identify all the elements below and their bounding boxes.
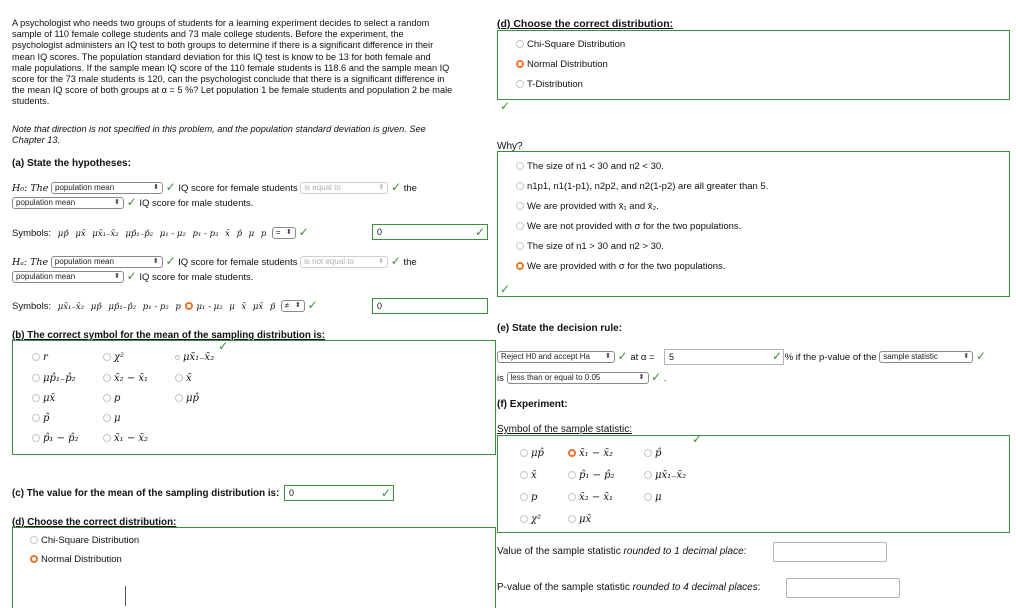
part-b-option[interactable]: χ² (103, 352, 124, 363)
statistic-option[interactable]: μx̄₁₋x̄₂ (644, 470, 686, 481)
symbol-tile[interactable]: μ₁ - μ₂ (159, 229, 186, 239)
part-c-title: (c) The value for the mean of the sampling distribution is: (12, 488, 280, 499)
symbol-tile[interactable]: p (260, 229, 267, 239)
sample-statistic-title: Symbol of the sample statistic: (497, 424, 633, 435)
distribution-option-selected[interactable]: Normal Distribution (30, 554, 122, 565)
ha-value-input[interactable]: 0 (372, 298, 488, 314)
part-b-option[interactable]: μ (103, 413, 121, 424)
ha-parameter-select[interactable]: population mean ⬍ (51, 256, 163, 268)
comparison-select[interactable]: less than or equal to 0.05 ⬍ (507, 372, 649, 384)
part-d-title-left: (d) Choose the correct distribution: (12, 517, 177, 528)
check-icon: ✓ (165, 180, 176, 194)
pvalue-input[interactable] (786, 578, 900, 598)
decision-rule-row-tail (772, 351, 986, 363)
text-cursor (125, 586, 126, 606)
why-option[interactable]: We are not provided with σ for the two populations. (516, 221, 741, 232)
h0-label: H₀: The (12, 183, 49, 194)
alpha-input[interactable]: 5 (664, 349, 784, 365)
symbols-label: Symbols: (12, 301, 52, 312)
symbol-tile[interactable]: μp̂₁₋p̂₂ (108, 302, 137, 312)
ha-row2 (12, 271, 253, 283)
h0-parameter-select[interactable]: population mean ⬍ (51, 182, 163, 194)
at-alpha-label: at α = (630, 352, 655, 363)
distribution-option[interactable]: Chi-Square Distribution (516, 39, 625, 50)
problem-note (12, 124, 496, 146)
pvalue-label: P-value of the sample statistic rounded to 4 decimal places: (497, 582, 761, 593)
why-option[interactable]: The size of n1 < 30 and n2 < 30. (516, 161, 664, 172)
part-b-option[interactable]: p (103, 393, 120, 404)
h0-row2 (12, 197, 253, 209)
symbol-tile[interactable]: μx̄₁₋x̄₂ (92, 229, 119, 239)
problem-line: psychologist administers an IQ test to both groups to determine if there is a significant difference in their (12, 40, 434, 51)
ha-symbols-row (12, 300, 318, 312)
statistic-option[interactable]: p̂ (644, 448, 661, 459)
part-c-input[interactable]: 0 (284, 485, 394, 501)
check-icon: ✓ (475, 225, 486, 239)
decision-rule-row (497, 351, 655, 363)
part-b-option[interactable]: μp̂₁₋p̂₂ (32, 373, 76, 384)
h0-symbols-row (12, 227, 309, 239)
h0-row (12, 182, 417, 194)
h0-text-male: IQ score for male students. (139, 198, 254, 209)
part-e-title: (e) State the decision rule: (497, 323, 623, 334)
decision-select[interactable]: Reject H0 and accept Ha ⬍ (497, 351, 615, 363)
statistic-option[interactable]: μ (644, 492, 662, 503)
symbol-tile[interactable]: p̂ (269, 302, 276, 312)
h0-text-female: IQ score for female students (178, 183, 298, 194)
check-icon: ✓ (307, 298, 318, 312)
check-icon: ✓ (126, 269, 137, 283)
sample-value-input[interactable] (773, 542, 887, 562)
statistic-option[interactable]: x̄ (520, 470, 537, 481)
check-icon: ✓ (617, 349, 628, 363)
check-icon: ✓ (126, 195, 137, 209)
pct-text: % if the p-value of the (784, 352, 877, 363)
why-option-selected[interactable]: We are provided with σ for the two populations. (516, 261, 725, 272)
ha-text-female: IQ score for female students (178, 257, 298, 268)
part-b-option[interactable]: x̄₁ − x̄₂ (103, 433, 148, 444)
ha-parameter-select-2[interactable]: population mean ⬍ (12, 271, 124, 283)
why-title: Why? (497, 141, 523, 152)
check-icon: ✓ (772, 349, 783, 363)
part-b-option[interactable]: p̂₁ − p̂₂ (32, 433, 79, 444)
ha-the: the (403, 257, 417, 268)
check-icon: ✓ (975, 349, 986, 363)
problem-statement (12, 18, 496, 108)
ha-operator-select[interactable]: ≠ ⬍ (281, 300, 305, 312)
decision-rule-row2 (497, 372, 667, 384)
part-a-title: (a) State the hypotheses: (12, 158, 131, 169)
ha-label: Hₐ: The (12, 257, 49, 268)
statistic-select[interactable]: sample statistic ⬍ (879, 351, 973, 363)
is-label: is (497, 373, 504, 384)
statistic-option[interactable]: x̄₂ − x̄₁ (568, 492, 613, 503)
distribution-option[interactable]: Chi-Square Distribution (30, 535, 139, 546)
problem-line: mean IQ scores. The population standard deviation for this IQ test is know to be 13 for both female and (12, 51, 431, 62)
part-b-option[interactable]: x̄ (175, 373, 192, 384)
why-option[interactable]: We are provided with x̄₁ and x̄₂. (516, 201, 659, 212)
symbol-tile[interactable]: μp̂₁₋p̂₂ (125, 229, 154, 239)
check-icon: ✓ (651, 370, 662, 384)
check-icon: ✓ (298, 225, 309, 239)
symbol-tile[interactable]: μp̂ (57, 229, 69, 239)
statistic-option[interactable]: p (520, 492, 537, 503)
check-icon: ✓ (165, 254, 176, 268)
check-icon: ✓ (390, 254, 401, 268)
h0-value-input[interactable]: 0 (372, 224, 488, 240)
why-option[interactable]: n1p1, n1(1-p1), n2p2, and n2(1-p2) are all greater than 5. (516, 181, 768, 192)
problem-line: the mean IQ score of both groups at α = 5 %? Let population 1 be female students and population 2 be male (12, 85, 453, 96)
part-b-option[interactable]: μx̄ (32, 393, 55, 404)
h0-parameter-select-2[interactable]: population mean ⬍ (12, 197, 124, 209)
check-icon: ✓ (692, 432, 703, 446)
check-icon: ✓ (500, 99, 511, 113)
symbol-tile[interactable]: p (175, 302, 181, 312)
part-d-title-right: (d) Choose the correct distribution: (497, 18, 674, 30)
h0-the: the (403, 183, 417, 194)
part-b-option[interactable]: μx̄₁₋x̄₂ (175, 352, 214, 363)
problem-line: male populations. If the sample mean IQ score of the 110 female students is 118.6 and the sample mean IQ (12, 62, 450, 73)
h0-operator-select[interactable]: = ⬍ (272, 227, 296, 239)
statistic-option[interactable]: μx̄ (568, 514, 591, 525)
symbol-tile[interactable]: μ (248, 229, 255, 239)
symbol-tile[interactable]: μx̄ (252, 302, 264, 312)
symbol-tile[interactable]: μx̄₁₋x̄₂ (57, 302, 85, 312)
problem-line: score for the 73 male students is 120, can the psychologist conclude that there is a significant difference in (12, 74, 445, 85)
symbol-tile[interactable]: x̄ (225, 229, 230, 239)
symbol-tile[interactable]: μ₁ - μ₂ (196, 302, 223, 312)
check-icon: ✓ (381, 486, 392, 500)
distribution-option[interactable]: T-Distribution (516, 79, 583, 90)
check-icon: ✓ (391, 180, 402, 194)
period: . (663, 373, 667, 384)
distribution-option-selected[interactable]: Normal Distribution (516, 59, 608, 70)
sample-value-label: Value of the sample statistic rounded to 1 decimal place: (497, 546, 747, 557)
ha-relation-select[interactable]: is not equal to ⬍ (300, 256, 388, 268)
check-icon: ✓ (500, 282, 511, 296)
statistic-option[interactable]: χ² (520, 514, 541, 525)
part-b-title: (b) The correct symbol for the mean of the sampling distribution is: (12, 330, 325, 341)
part-b-option[interactable]: μp̂ (175, 393, 199, 404)
statistic-option-selected[interactable]: x̄₁ − x̄₂ (568, 448, 613, 459)
statistic-option[interactable]: μp̂ (520, 448, 544, 459)
check-icon: ✓ (218, 339, 229, 353)
symbols-label: Symbols: (12, 228, 52, 239)
symbol-tile[interactable]: p₁ - p₂ (192, 229, 219, 239)
radio-selected[interactable] (185, 302, 193, 310)
problem-line: A psychologist who needs two groups of students for a learning experiment decides to select a random (12, 18, 430, 28)
statistic-option[interactable]: p̂₁ − p̂₂ (568, 470, 615, 481)
symbol-tile[interactable]: μp̂ (90, 302, 102, 312)
problem-line: students. (12, 96, 50, 107)
symbol-tile[interactable]: x̄ (241, 302, 247, 312)
part-b-option[interactable]: p̂ (32, 413, 49, 424)
problem-line: sample of 110 female college students and 73 male college students. Before the experiment, the (12, 29, 404, 40)
symbol-tile[interactable]: p̂ (236, 229, 243, 239)
ha-row (12, 256, 417, 268)
part-b-option[interactable]: x̄₂ − x̄₁ (103, 373, 148, 384)
note-line: Chapter 13. (12, 135, 61, 146)
why-option[interactable]: The size of n1 > 30 and n2 > 30. (516, 241, 664, 252)
ha-text-male: IQ score for male students. (139, 272, 254, 283)
symbol-tile[interactable]: p₁ - p₂ (142, 302, 169, 312)
part-f-title: (f) Experiment: (497, 399, 568, 410)
part-b-option[interactable]: r (32, 352, 48, 363)
part-b-box (12, 340, 496, 455)
h0-relation-select[interactable]: is equal to ⬍ (300, 182, 388, 194)
symbol-tile[interactable]: μx̄ (75, 229, 86, 239)
symbol-tile[interactable]: μ (229, 302, 235, 312)
note-line: Note that direction is not specified in this problem, and the population standard deviation is given. See (12, 124, 426, 134)
